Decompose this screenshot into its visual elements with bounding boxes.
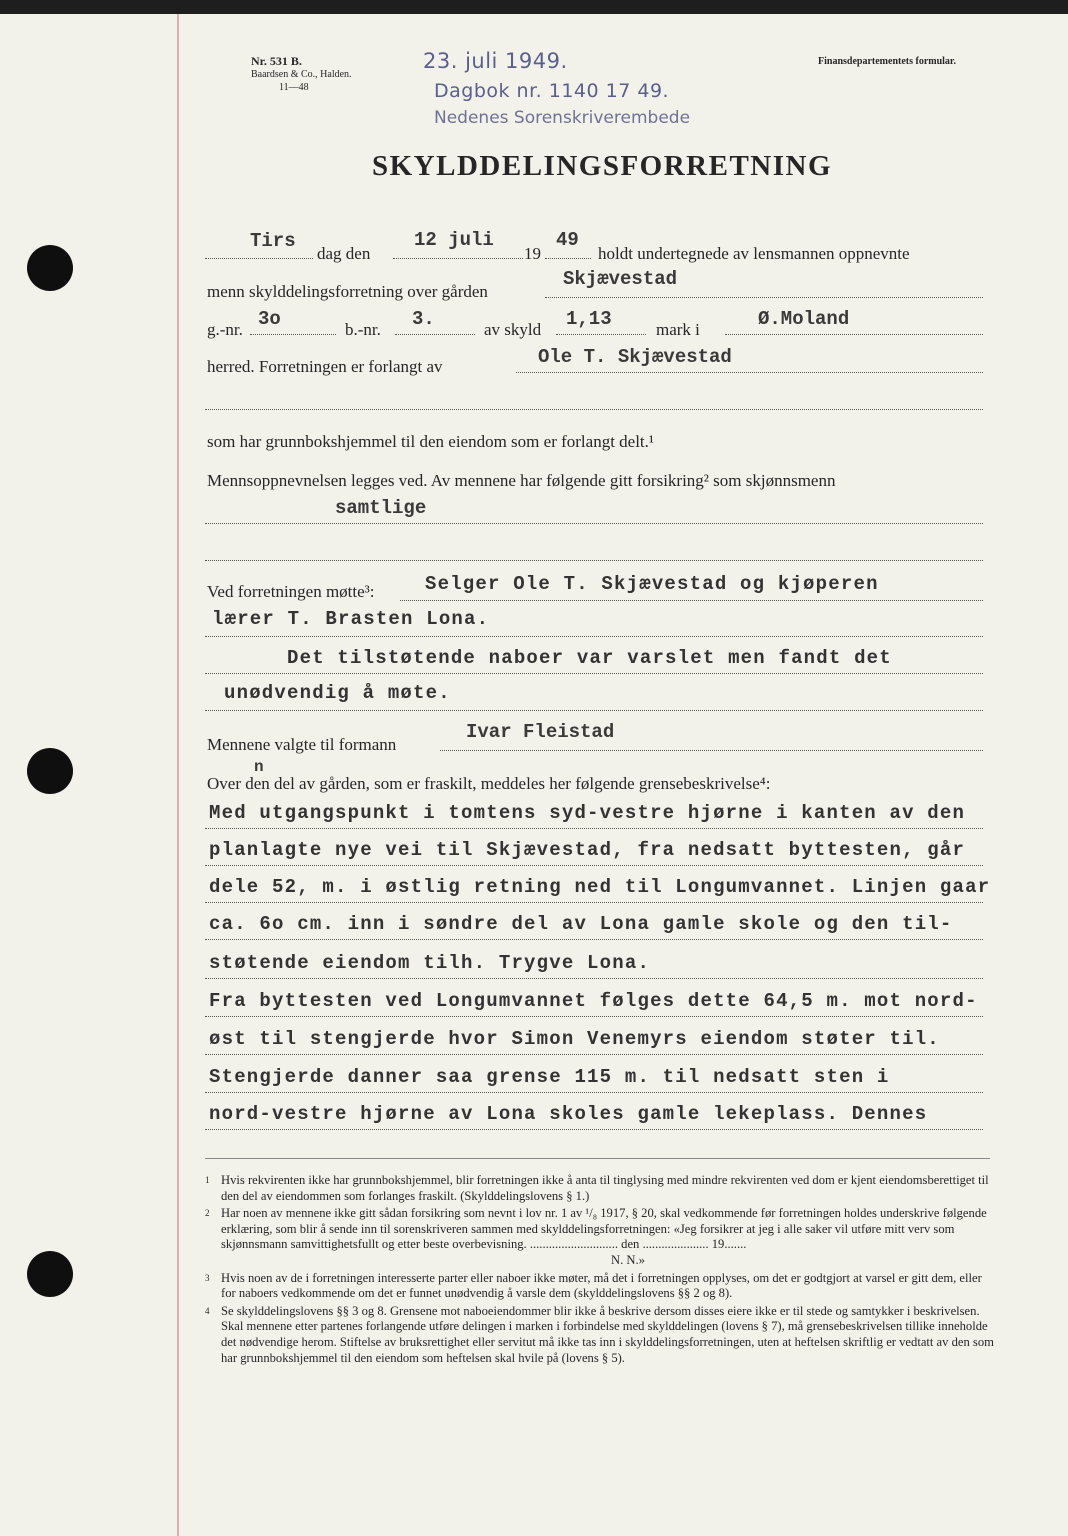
gnr-value: 3o <box>258 308 281 330</box>
footnotes <box>205 1173 995 1368</box>
year-typed: 49 <box>556 229 579 251</box>
year-prefix: 19 <box>524 244 541 263</box>
printer-name: Baardsen & Co., Halden. <box>251 69 352 80</box>
dotted-line <box>516 372 983 373</box>
gnr-label: g.-nr. <box>207 320 243 339</box>
requester-typed: Ole T. Skjævestad <box>538 346 732 368</box>
description-line: Med utgangspunkt i tomtens syd-vestre hjørne i kanten av den <box>209 802 966 824</box>
dotted-line <box>393 258 523 259</box>
footnote <box>205 1304 995 1366</box>
day-typed: Tirs <box>250 230 296 252</box>
stamp-dagbok: Dagbok nr. 1140 17 49. <box>434 80 670 102</box>
stamp-date: 23. juli 1949. <box>423 49 568 73</box>
description-line: dele 52, m. i østlig retning ned til Longumvannet. Linjen gaar <box>209 876 991 898</box>
dotted-line <box>395 334 475 335</box>
dotted-line <box>205 710 983 711</box>
dotted-line <box>725 334 983 335</box>
dotted-line <box>205 1016 983 1017</box>
document-title: SKYLDDELINGSFORRETNING <box>372 150 833 182</box>
dotted-line <box>205 1092 983 1093</box>
farm-typed: Skjævestad <box>563 268 678 290</box>
dotted-line <box>205 902 983 903</box>
form-number: Nr. 531 B. <box>251 54 302 68</box>
footnote-text: Har noen av mennene ikke gitt sådan forsikring som nevnt i lov nr. 1 av ¹/₈ 1917, § 20, skal vedkommende før forretningen holdes underskrive følgende erklæring, som blir å sende inn til sorenskriveren sammen med skylddelingsforretningen: «Jeg forsikrer at jeg i alle saker vil utføre mitt verv som skjønnsmann samvittighetsfullt og etter beste overbevisning. ............................ den ..................... 19....... <box>221 1206 987 1252</box>
footnote-text: Hvis noen av de i forretningen interesserte parter eller naboer ikke møter, må det i forretningen opplyses, om det er godtgjort at varsel er gitt dem, eller for naboers vedkommende om det er funnet unødvendig å varsle dem (skylddelingslovens §§ 2 og 8). <box>221 1270 982 1301</box>
description-line: støtende eiendom tilh. Trygve Lona. <box>209 952 651 974</box>
day-printed: dag den <box>317 244 371 263</box>
skyld-label: av skyld <box>484 320 542 339</box>
dotted-line <box>205 560 983 561</box>
skyld-value: 1,13 <box>566 308 612 330</box>
dotted-line <box>440 750 983 751</box>
dotted-line <box>205 409 983 410</box>
dotted-line <box>545 297 983 298</box>
footnote-text: Hvis rekvirenten ikke har grunnbokshjemmel, blir forretningen ikke å anta til tinglysing med mindre rekvirenten ved dom er kjent eiendomsberettiget til den del av eiendommen som forlanges fraskilt. (Skylddelingslovens § 1.) <box>221 1173 989 1203</box>
dotted-line <box>205 865 983 866</box>
dotted-line <box>205 978 983 979</box>
footnote-number: 3 <box>205 1272 210 1283</box>
description-line: Stengjerde danner saa grense 115 m. til nedsatt sten i <box>209 1066 890 1088</box>
footnote-sign: N. N.» <box>611 1252 645 1267</box>
line6-printed: som har grunnbokshjemmel til den eiendom som er forlangt delt.¹ <box>207 432 655 451</box>
over-line: Over den del av gården, som er fraskilt, meddeles her følgende grensebeskrivelse⁴: <box>207 774 771 793</box>
dotted-line <box>250 334 336 335</box>
description-line: øst til stengjerde hvor Simon Venemyrs eiendom støter til. <box>209 1028 940 1050</box>
herred-value: Ø.Moland <box>758 308 850 330</box>
attended-typed-1: Selger Ole T. Skjævestad og kjøperen <box>425 573 879 595</box>
dotted-line <box>205 258 313 259</box>
footnote <box>205 1173 995 1204</box>
attended-typed-4: unødvendig å møte. <box>224 682 451 704</box>
ministry-form-label: Finansdepartementets formular. <box>818 56 956 67</box>
chair-label: Mennene valgte til formann <box>207 735 397 754</box>
dotted-line <box>205 1129 983 1130</box>
dotted-line <box>205 828 983 829</box>
mark-label: mark i <box>656 320 700 339</box>
scan-top-edge <box>0 0 1068 14</box>
attended-label: Ved forretningen møtte³: <box>207 582 375 601</box>
footnote <box>205 1206 995 1268</box>
description-line: planlagte nye vei til Skjævestad, fra nedsatt byttesten, går <box>209 839 966 861</box>
punch-hole <box>27 748 73 794</box>
dotted-line <box>400 600 983 601</box>
over-typed-n: n <box>254 758 264 776</box>
footnote-text: Se skylddelingslovens §§ 3 og 8. Grensene mot naboeiendommer blir ikke å beskrive dersom disses eiere ikke er til stede og samtykker i beskrivelsen. Skal mennene etter partenes forlangende utføre delingen i marken i forbindelse med skylddelingen (lovens § 7), må grensebeskrivelsen tillike inneholde det nødvendige herom. Stiftelse av bruksrettighet eller servitut må ikke tas inn i skylddelingsforretningen, uten at heftelsen skriftlig er vedtatt av den som har grunnbokshjemmel til den eiendom som heftelsen skal hvile på (lovens § 5). <box>221 1303 994 1365</box>
date-typed: 12 juli <box>414 229 494 251</box>
attended-typed-3: Det tilstøtende naboer var varslet men fandt det <box>287 647 892 669</box>
line7-printed: Mennsoppnevnelsen legges ved. Av mennene har følgende gitt forsikring² som skjønnsmenn <box>207 471 836 490</box>
footnote-number: 4 <box>205 1305 210 1316</box>
dotted-line <box>545 258 591 259</box>
description-line: nord-vestre hjørne av Lona skoles gamle lekeplass. Dennes <box>209 1103 928 1125</box>
footnote <box>205 1271 995 1302</box>
dotted-line <box>205 673 983 674</box>
dotted-line <box>205 523 983 524</box>
margin-rule <box>177 14 179 1536</box>
description-line: Fra byttesten ved Longumvannet følges dette 64,5 m. mot nord- <box>209 990 978 1012</box>
attended-typed-2: lærer T. Brasten Lona. <box>212 608 490 630</box>
bnr-label: b.-nr. <box>345 320 381 339</box>
punch-hole <box>27 245 73 291</box>
insurance-typed: samtlige <box>335 497 427 519</box>
footnote-rule <box>205 1158 990 1159</box>
punch-hole <box>27 1251 73 1297</box>
description-line: ca. 6o cm. inn i søndre del av Lona gamle skole og den til- <box>209 913 953 935</box>
line4-printed: herred. Forretningen er forlangt av <box>207 357 443 376</box>
footnote-number: 2 <box>205 1208 210 1219</box>
chair-typed: Ivar Fleistad <box>466 721 615 743</box>
line2-printed: menn skylddelingsforretning over gården <box>207 282 488 301</box>
dotted-line <box>205 636 983 637</box>
dotted-line <box>556 334 646 335</box>
form-number-block <box>251 54 352 94</box>
bnr-value: 3. <box>412 308 435 330</box>
dotted-line <box>205 939 983 940</box>
stamp-office: Nedenes Sorenskriverembede <box>434 108 691 128</box>
dotted-line <box>205 1054 983 1055</box>
footnote-number: 1 <box>205 1175 210 1185</box>
print-code: 11—48 <box>279 82 309 93</box>
line1-rest: holdt undertegnede av lensmannen oppnevnte <box>598 244 910 263</box>
